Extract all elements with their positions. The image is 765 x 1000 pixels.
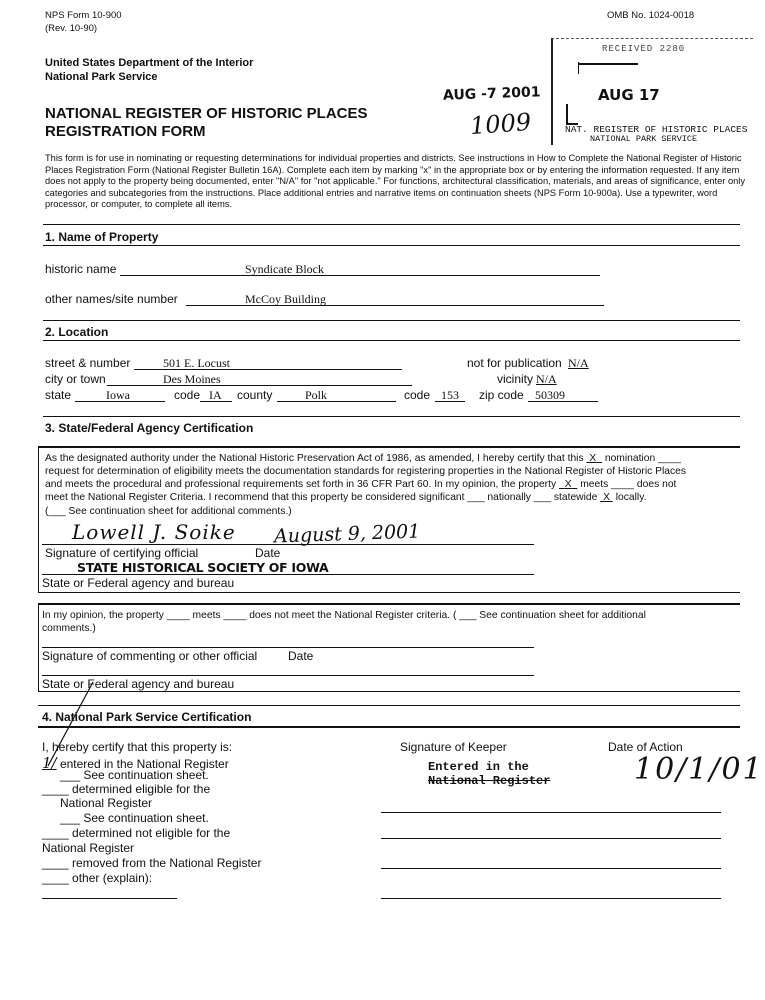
state-label: state bbox=[45, 388, 72, 402]
county-code-field[interactable]: 153 bbox=[441, 388, 459, 402]
historic-name-field[interactable]: Syndicate Block bbox=[245, 262, 324, 276]
stamp-bracket bbox=[566, 104, 568, 124]
form-revision: (Rev. 10-90) bbox=[45, 23, 98, 34]
nationally-label: nationally bbox=[487, 492, 531, 503]
not-for-publication-field[interactable]: N/A bbox=[568, 356, 589, 370]
determined-eligible-item[interactable]: ____ determined eligible for the bbox=[42, 782, 211, 796]
cert-text-6: does not bbox=[636, 479, 677, 490]
zip-label: zip code bbox=[479, 388, 524, 402]
locally-label: locally. bbox=[615, 492, 647, 503]
county-label: county bbox=[237, 388, 273, 402]
state-code-label: code bbox=[174, 388, 201, 402]
other-label: other (explain): bbox=[72, 871, 153, 885]
nps-cert-intro: I, hereby certify that this property is: bbox=[42, 740, 233, 754]
entered-label: entered in the National Register bbox=[59, 757, 229, 771]
date-stamp: AUG -7 2001 bbox=[442, 84, 541, 104]
see-cont-2-item[interactable]: ___ See continuation sheet. bbox=[60, 811, 209, 825]
meets-mark: X bbox=[564, 479, 572, 490]
section3-left-border bbox=[38, 446, 39, 592]
see-cont-1-label: See continuation sheet. bbox=[83, 768, 209, 782]
omb-number: OMB No. 1024-0018 bbox=[607, 10, 695, 21]
cert-text-1: As the designated authority under the National Historic Preservation Act of 1986, as amended, I hereby certify that this bbox=[45, 453, 584, 464]
opinion-bottom-rule bbox=[38, 691, 740, 692]
determined-eligible-label-2: National Register bbox=[60, 796, 153, 810]
form-instructions: This form is for use in nominating or requesting determinations for individual properties and districts. See instructions in How to Complete the National Register of Historic Places Registration Form (National Register Bulletin 16A). Complete each item by marking "x" in the appropriate box or by entering the information requested. If any item does not apply to the property being documented, enter "N/A" for "not applicable." For functions, architectural classification, materials, and areas of significance, enter only categories and subcategories from the instructions. Place additional entries and narrative items on continuation sheets (NPS Form 10-900a). Use a typewriter, word processor, or computer, to complete all items. bbox=[45, 153, 745, 210]
other-names-field[interactable]: McCoy Building bbox=[245, 292, 327, 306]
section1-top-rule bbox=[43, 224, 740, 225]
cert-line1: As the designated authority under the National Historic Preservation Act of 1986, as amended, I hereby certify that this X nomination ____ bbox=[45, 453, 681, 464]
county-line bbox=[277, 401, 396, 402]
comment-signature-line bbox=[42, 647, 534, 648]
county-field[interactable]: Polk bbox=[305, 388, 328, 402]
cert-line2: request for determination of eligibility meets the documentation standards for registering properties in the National Register of Historic Places bbox=[45, 466, 687, 477]
received-label: RECEIVED 2280 bbox=[602, 44, 686, 54]
keeper-line-3 bbox=[381, 868, 721, 869]
register-stamp-line2: NATIONAL PARK SERVICE bbox=[590, 134, 698, 144]
not-for-publication-label: not for publication bbox=[467, 356, 562, 370]
street-field[interactable]: 501 E. Locust bbox=[163, 356, 230, 370]
comment-date-label: Date bbox=[288, 649, 314, 663]
street-label: street & number bbox=[45, 356, 131, 370]
zip-field[interactable]: 50309 bbox=[535, 388, 565, 402]
cert-line3: and meets the procedural and professional requirements set forth in 36 CFR Part 60. In my opinion, the property X meets ____ does not bbox=[45, 479, 677, 490]
cert-text-7: meet the National Register Criteria. I recommend that this property be considered significant bbox=[45, 492, 465, 503]
action-date-handwritten: 10/1/01 bbox=[634, 752, 764, 787]
statewide-label: statewide bbox=[553, 492, 598, 503]
certifying-date: August 9, 2001 bbox=[273, 520, 421, 548]
cert-text-5: meets bbox=[580, 479, 609, 490]
cert-line4: meet the National Register Criteria. I recommend that this property be considered significant ___ nationally ___ statewide X locally. bbox=[45, 492, 647, 503]
city-field[interactable]: Des Moines bbox=[163, 372, 221, 386]
comment-agency-label: State or Federal agency and bureau bbox=[42, 677, 235, 691]
signature-date-label: Date bbox=[255, 546, 281, 560]
section3-heading: 3. State/Federal Agency Certification bbox=[45, 421, 254, 435]
form-title-line1: NATIONAL REGISTER OF HISTORIC PLACES bbox=[45, 105, 368, 122]
removed-item[interactable]: ____ removed from the National Register bbox=[42, 856, 262, 870]
comment-agency-line bbox=[42, 675, 534, 676]
vicinity-field[interactable]: N/A bbox=[536, 372, 557, 386]
form-number: NPS Form 10-900 bbox=[45, 10, 122, 21]
keeper-stamp-line2: National Register bbox=[428, 774, 551, 788]
section1-bottom-rule bbox=[43, 245, 740, 246]
service: National Park Service bbox=[45, 71, 158, 83]
city-label: city or town bbox=[45, 372, 106, 386]
received-date: AUG 17 bbox=[598, 86, 660, 104]
agency-line bbox=[42, 574, 534, 575]
opinion-left-border bbox=[38, 603, 39, 691]
cert-text-4: and meets the procedural and professional requirements set forth in 36 CFR Part 60. In my opinion, the property bbox=[45, 479, 557, 490]
received-rule bbox=[578, 63, 638, 65]
received-tick bbox=[578, 62, 579, 74]
keeper-label: Signature of Keeper bbox=[400, 740, 507, 754]
city-line bbox=[107, 385, 412, 386]
section2-bottom-rule bbox=[43, 340, 740, 341]
not-eligible-item[interactable]: ____ determined not eligible for the bbox=[42, 826, 231, 840]
section3-bottom-rule bbox=[38, 446, 740, 448]
locally-mark: X bbox=[603, 492, 610, 503]
county-code-label: code bbox=[404, 388, 431, 402]
keeper-stamp-line1: Entered in the bbox=[428, 760, 529, 774]
entered-mark: 1/ bbox=[42, 754, 57, 772]
section3-top-rule bbox=[43, 416, 740, 417]
signature-line bbox=[42, 544, 534, 545]
opinion-top-rule bbox=[38, 603, 740, 605]
section2-heading: 2. Location bbox=[45, 325, 109, 339]
not-eligible-label: determined not eligible for the bbox=[72, 826, 231, 840]
keeper-line-1 bbox=[381, 812, 721, 813]
state-field[interactable]: Iowa bbox=[106, 388, 130, 402]
cert-text-2: nomination bbox=[604, 453, 656, 464]
see-cont-1-item[interactable]: ___ See continuation sheet. bbox=[60, 768, 209, 782]
removed-label: removed from the National Register bbox=[72, 856, 262, 870]
keeper-line-4 bbox=[381, 898, 721, 899]
handwritten-number: 1009 bbox=[469, 107, 532, 141]
historic-name-line bbox=[120, 275, 600, 276]
keeper-line-2 bbox=[381, 838, 721, 839]
historic-name-label: historic name bbox=[45, 262, 117, 276]
section4-bottom-rule bbox=[38, 726, 740, 728]
certifying-signature: Lowell J. Soike bbox=[72, 520, 236, 544]
department: United States Department of the Interior bbox=[45, 57, 254, 69]
state-code-field[interactable]: IA bbox=[209, 388, 222, 402]
nomination-checkbox[interactable] bbox=[586, 453, 601, 464]
section2-top-rule bbox=[43, 320, 740, 321]
signature-label: Signature of certifying official bbox=[45, 546, 199, 560]
opinion-line2: comments.) bbox=[42, 623, 96, 634]
agency-label: State or Federal agency and bureau bbox=[42, 576, 235, 590]
other-item[interactable]: ____ other (explain): bbox=[42, 871, 153, 885]
not-eligible-label-2: National Register bbox=[42, 841, 135, 855]
comment-signature-label: Signature of commenting or other official bbox=[42, 649, 258, 663]
other-names-label: other names/site number bbox=[45, 292, 178, 306]
determined-eligible-label: determined eligible for the bbox=[72, 782, 211, 796]
opinion-line1: In my opinion, the property ____ meets ____ does not meet the National Register criteria. ( ___ See continuation sheet for additional bbox=[42, 610, 646, 621]
cert-continuation: (___ See continuation sheet for additional comments.) bbox=[45, 506, 292, 517]
other-explain-line bbox=[42, 898, 177, 899]
nomination-mark: X bbox=[589, 453, 597, 464]
agency-stamp: STATE HISTORICAL SOCIETY OF IOWA bbox=[77, 560, 329, 575]
locally-checkbox[interactable] bbox=[600, 492, 613, 503]
section1-heading: 1. Name of Property bbox=[45, 230, 159, 244]
see-cont-2-label: See continuation sheet. bbox=[83, 811, 209, 825]
date-of-action-label: Date of Action bbox=[608, 740, 683, 754]
section4-heading: 4. National Park Service Certification bbox=[42, 710, 252, 724]
vicinity-label: vicinity bbox=[497, 372, 534, 386]
meets-checkbox[interactable] bbox=[559, 479, 577, 490]
section4-top-rule bbox=[38, 705, 740, 706]
form-title-line2: REGISTRATION FORM bbox=[45, 123, 206, 140]
register-stamp-line1: NAT. REGISTER OF HISTORIC PLACES bbox=[565, 124, 748, 135]
cert-box-divider bbox=[38, 592, 740, 593]
